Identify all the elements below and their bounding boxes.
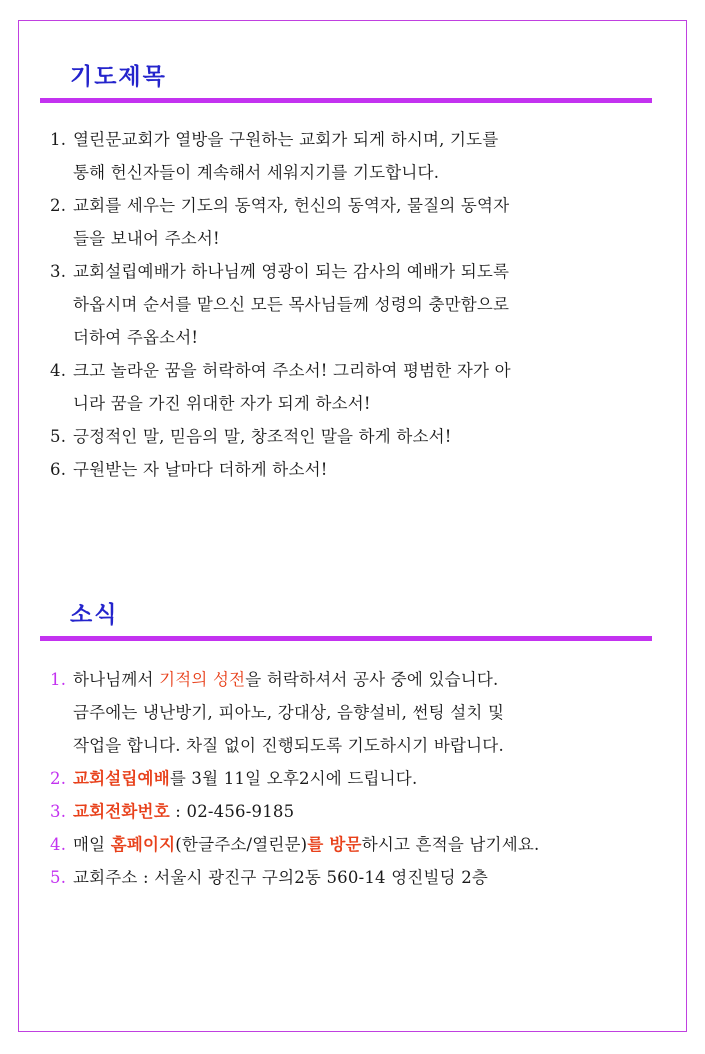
news-item-number: 5.	[50, 868, 67, 887]
news-item-number: 3.	[50, 802, 67, 821]
news-section-title: 소식	[70, 602, 119, 628]
prayer-list	[40, 123, 652, 486]
news-item-number: 4.	[50, 835, 67, 854]
prayer-item-line: 교회를 세우는 기도의 동역자, 헌신의 동역자, 물질의 동역자	[73, 196, 510, 215]
news-item-line: 작업을 합니다. 차질 없이 진행되도록 기도하시기 바랍니다.	[73, 736, 504, 755]
news-item-line	[73, 762, 652, 795]
prayer-item-line: 교회설립예배가 하나님께 영광이 되는 감사의 예배가 되도록	[73, 262, 510, 281]
news-item	[40, 861, 652, 894]
prayer-item	[40, 420, 652, 453]
news-item-line	[73, 828, 652, 861]
prayer-item-line: 구원받는 자 날마다 더하게 하소서!	[73, 460, 328, 479]
prayer-item-line: 크고 놀라운 꿈을 허락하여 주소서! 그리하여 평범한 자가 아	[73, 361, 511, 380]
news-highlight: 교회전화번호	[73, 802, 170, 821]
news-item-line	[73, 663, 652, 696]
news-highlight: 를 방문	[307, 835, 362, 854]
prayer-item-number: 5.	[50, 427, 67, 446]
news-item	[40, 828, 652, 861]
news-item-number: 1.	[50, 670, 67, 689]
news-list	[40, 663, 652, 894]
news-highlight: 교회설립예배	[73, 769, 170, 788]
news-highlight: 홈페이지	[110, 835, 176, 854]
prayer-item-line: 하옵시며 순서를 맡으신 모든 목사님들께 성령의 충만함으로	[73, 295, 510, 314]
news-text: 하시고 흔적을 남기세요.	[361, 835, 540, 854]
news-section	[40, 600, 652, 894]
prayer-item-line: 더하여 주옵소서!	[73, 328, 199, 347]
prayer-item	[40, 189, 652, 255]
prayer-item-number: 1.	[50, 130, 67, 149]
news-highlight: 기적의 성전	[159, 670, 246, 689]
news-item-line	[73, 795, 652, 828]
prayer-item	[40, 453, 652, 486]
prayer-section-title: 기도제목	[70, 64, 167, 90]
news-item	[40, 663, 652, 762]
prayer-item-number: 4.	[50, 361, 67, 380]
prayer-item-line: 열린문교회가 열방을 구원하는 교회가 되게 하시며, 기도를	[73, 130, 499, 149]
news-text: 를 3월 11일 오후2시에 드립니다.	[169, 769, 418, 788]
news-section-divider	[40, 636, 652, 641]
church-address: 교회주소 : 서울시 광진구 구의2동 560-14 영진빌딩 2층	[73, 868, 489, 887]
news-text: (한글주소/열린문)	[175, 835, 308, 854]
news-text: 매일	[73, 835, 111, 854]
news-item	[40, 795, 652, 828]
prayer-item-line: 들을 보내어 주소서!	[73, 229, 220, 248]
prayer-section-divider	[40, 98, 652, 103]
prayer-item-line: 통해 헌신자들이 계속해서 세워지기를 기도합니다.	[73, 163, 440, 182]
prayer-item	[40, 354, 652, 420]
prayer-section	[40, 62, 652, 486]
news-item	[40, 762, 652, 795]
prayer-item-line: 니라 꿈을 가진 위대한 자가 되게 하소서!	[73, 394, 371, 413]
news-item-line: 금주에는 냉난방기, 피아노, 강대상, 음향설비, 썬팅 설치 및	[73, 703, 505, 722]
news-text: 을 허락하셔서 공사 중에 있습니다.	[245, 670, 499, 689]
prayer-item	[40, 123, 652, 189]
prayer-item-number: 2.	[50, 196, 67, 215]
prayer-item-line: 긍정적인 말, 믿음의 말, 창조적인 말을 하게 하소서!	[73, 427, 452, 446]
prayer-item	[40, 255, 652, 354]
news-text: 하나님께서	[73, 670, 160, 689]
news-item-number: 2.	[50, 769, 67, 788]
prayer-item-number: 6.	[50, 460, 67, 479]
prayer-item-number: 3.	[50, 262, 67, 281]
church-phone-number: : 02-456-9185	[169, 802, 295, 821]
